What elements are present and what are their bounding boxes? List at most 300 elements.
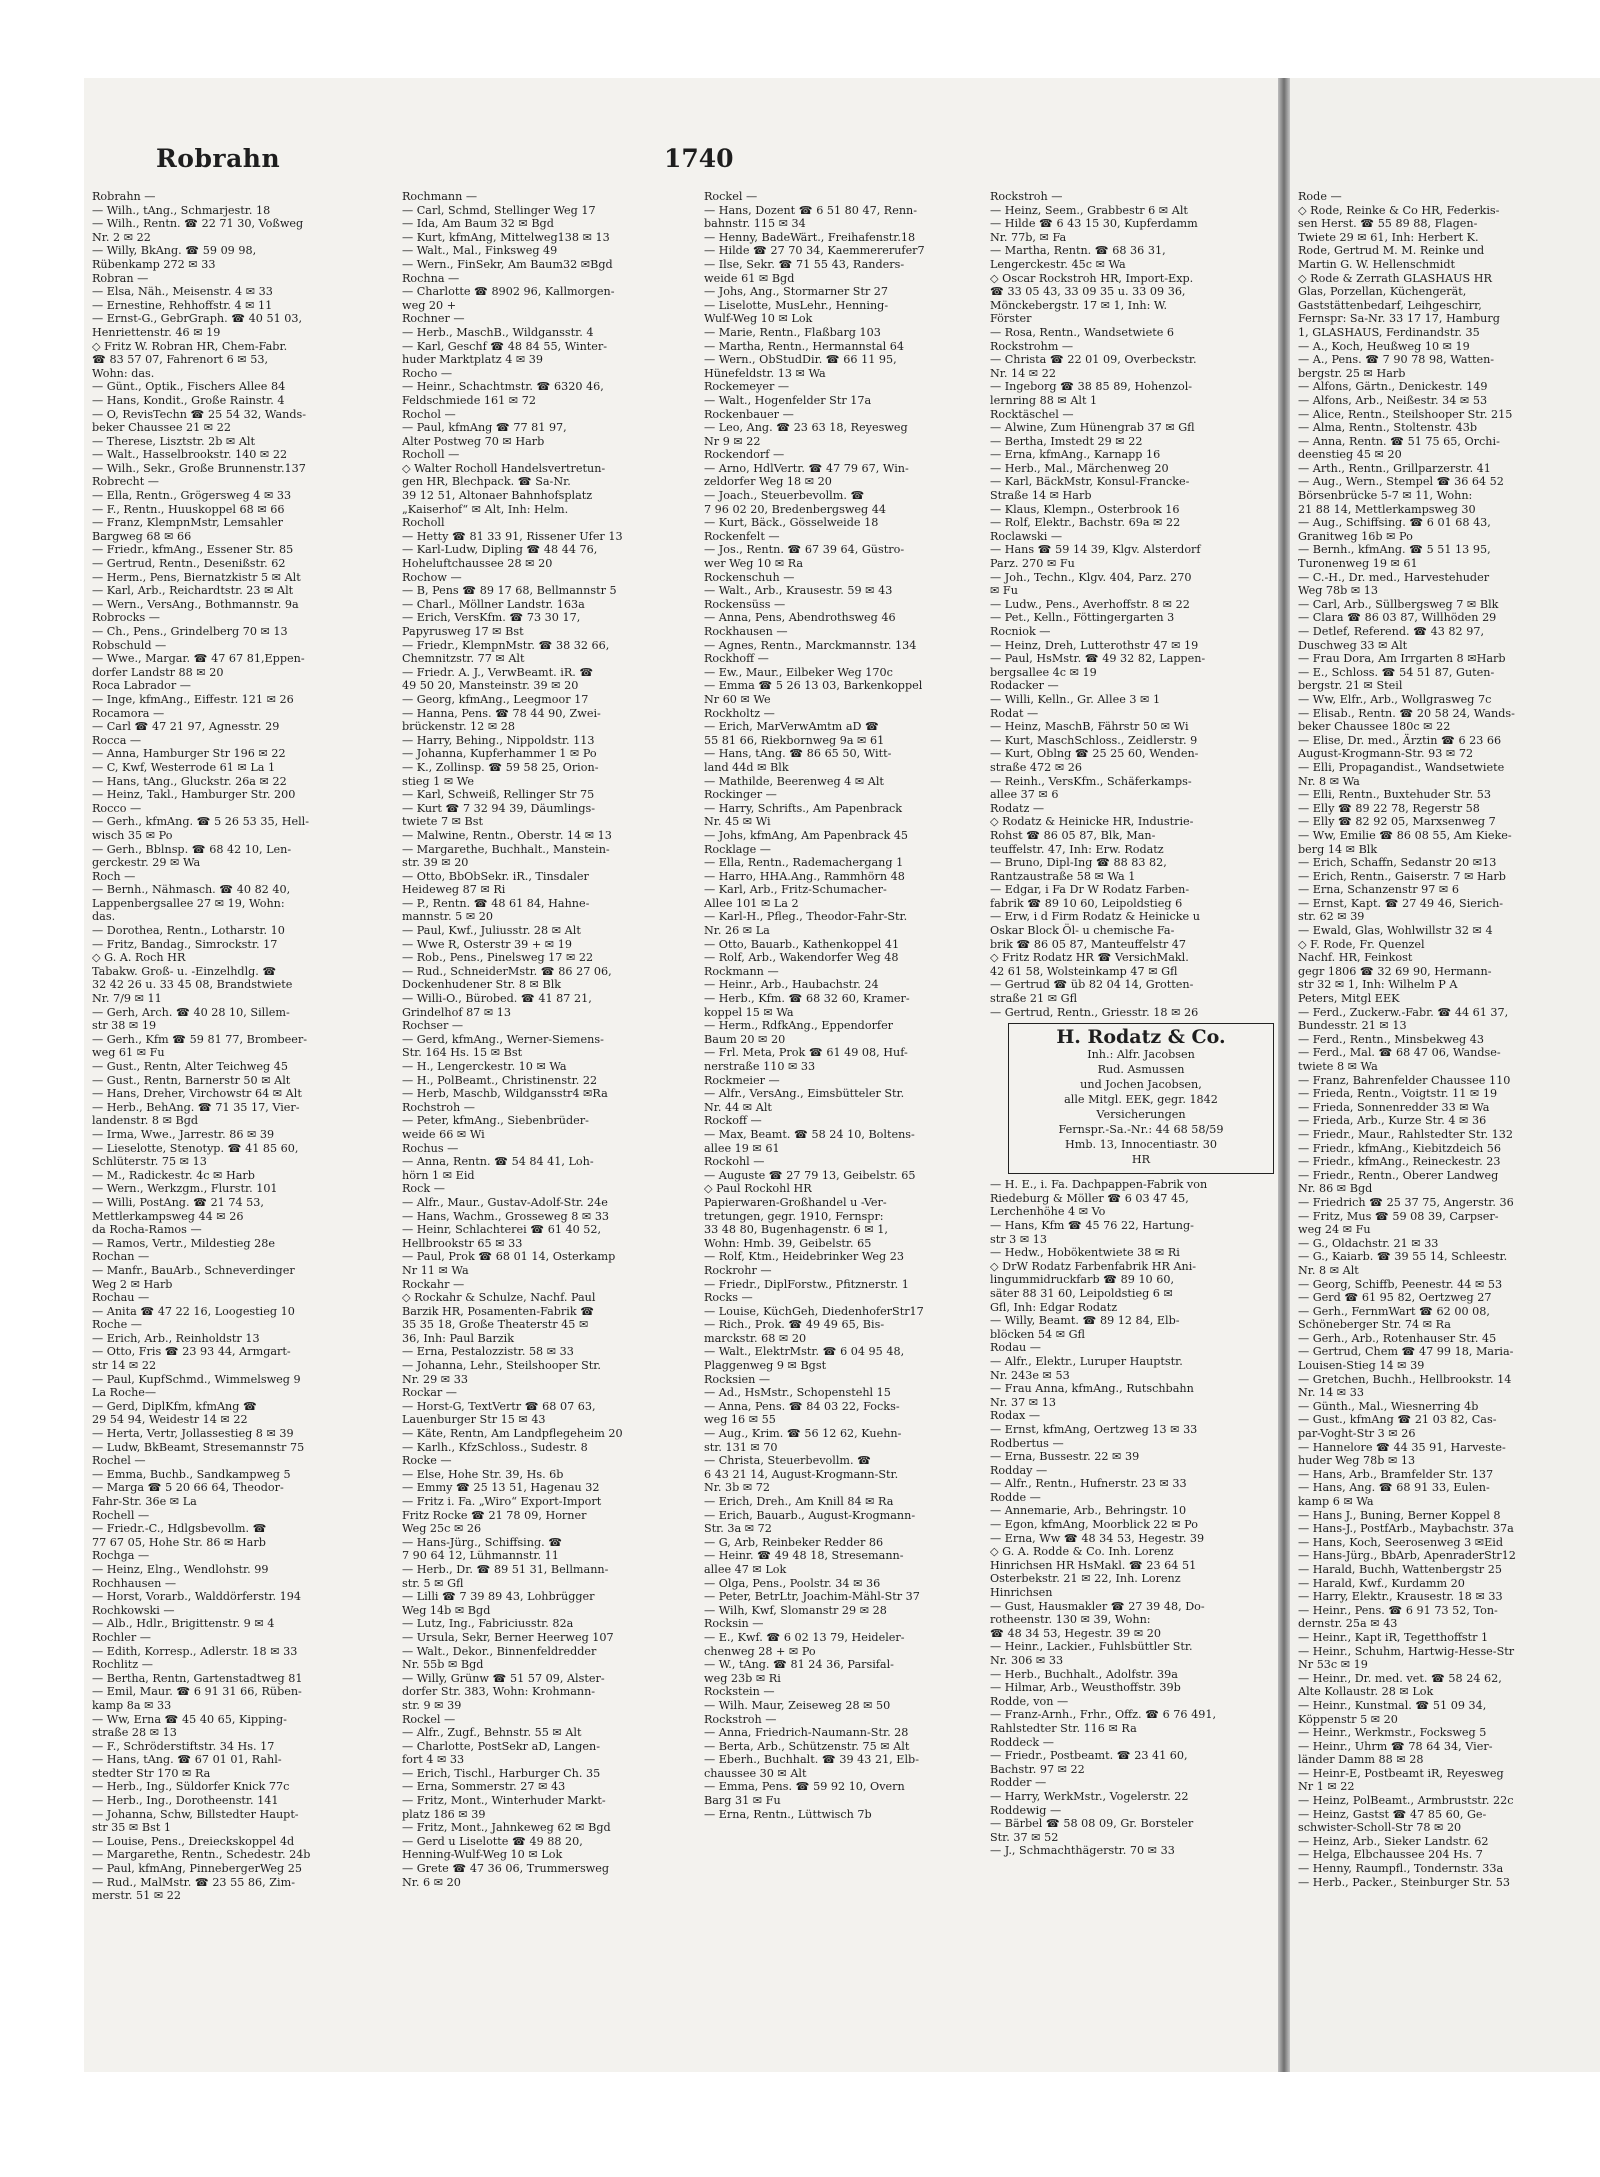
directory-entry-line: — Rolf, Arb., Wakendorfer Weg 48 bbox=[704, 951, 899, 965]
directory-entry-line: Feldschmiede 161 ✉ 72 bbox=[402, 393, 536, 407]
directory-entry-line: str 14 ✉ 22 bbox=[92, 1359, 157, 1373]
directory-entry-line: — Joach., Steuerbevollm. ☎ bbox=[704, 489, 865, 503]
directory-entry-line: Heideweg 87 ✉ Ri bbox=[402, 883, 506, 897]
directory-entry-line: — C, Kwf, Westerrode 61 ✉ La 1 bbox=[92, 760, 276, 774]
directory-entry-line: — Arno, HdlVertr. ☎ 47 79 67, Win- bbox=[704, 461, 909, 475]
directory-entry-line: — Fritz, Bandag., Simrockstr. 17 bbox=[92, 937, 278, 951]
directory-entry-line: — Anna, Pens, Abendrothsweg 46 bbox=[704, 611, 896, 625]
directory-entry-line: — Rud., SchneiderMstr. ☎ 86 27 06, bbox=[402, 964, 612, 978]
directory-entry-line: — Anna, Friedrich-Naumann-Str. 28 bbox=[704, 1726, 909, 1740]
directory-entry-line: — A., Pens. ☎ 7 90 78 98, Watten- bbox=[1298, 353, 1495, 367]
directory-entry-line: — Elsa, Näh., Meisenstr. 4 ✉ 33 bbox=[92, 285, 273, 299]
directory-entry-line: — Alfr., Rentn., Hufnerstr. 23 ✉ 33 bbox=[990, 1477, 1187, 1491]
directory-entry-line: 21 88 14, Mettlerkampsweg 30 bbox=[1298, 502, 1476, 516]
directory-entry-line: — Heinr., Schachtmstr. ☎ 6320 46, bbox=[402, 380, 604, 394]
directory-entry-line: — Elly ☎ 82 92 05, Marxsenweg 7 bbox=[1298, 815, 1496, 829]
directory-entry-line: — Willy, BkAng. ☎ 59 09 98, bbox=[92, 244, 257, 258]
directory-entry-line: Barzik HR, Posamenten-Fabrik ☎ bbox=[402, 1304, 595, 1318]
directory-entry-line: — Käte, Rentn, Am Landpflegeheim 20 bbox=[402, 1427, 623, 1441]
directory-entry-line: — Elli, Rentn., Buxtehuder Str. 53 bbox=[1298, 788, 1491, 802]
directory-entry-line: land 44d ✉ Blk bbox=[704, 760, 789, 774]
directory-entry-line: — Paul, HsMstr. ☎ 49 32 82, Lappen- bbox=[990, 652, 1206, 666]
advert-tag: HR bbox=[1131, 1153, 1151, 1167]
directory-entry-line: — Walt., ElektrMstr. ☎ 6 04 95 48, bbox=[704, 1345, 905, 1359]
directory-entry-line: merstr. 51 ✉ 22 bbox=[92, 1889, 182, 1903]
directory-entry-line: twiete 7 ✉ Bst bbox=[402, 815, 484, 829]
directory-entry-line: str 38 ✉ 19 bbox=[92, 1019, 157, 1033]
directory-entry-line: — Aug., Schiffsing. ☎ 6 01 68 43, bbox=[1298, 516, 1491, 530]
directory-entry-line: brik ☎ 86 05 87, Manteuffelstr 47 bbox=[990, 937, 1187, 951]
directory-entry-line: Rochser — bbox=[402, 1019, 464, 1033]
directory-entry-line: chaussee 30 ✉ Alt bbox=[704, 1766, 807, 1780]
directory-entry-line: Baum 20 ✉ 20 bbox=[704, 1032, 786, 1046]
left-margin bbox=[0, 0, 84, 2177]
directory-entry-line: — Aug., Wern., Stempel ☎ 36 64 52 bbox=[1298, 475, 1504, 489]
directory-entry-line: — Harry, WerkMstr., Vogelerstr. 22 bbox=[990, 1789, 1189, 1803]
directory-entry-line: — Herb., Mal., Märchenweg 20 bbox=[990, 461, 1169, 475]
directory-entry-line: — Hans, Wachm., Grosseweg 8 ✉ 33 bbox=[402, 1209, 610, 1223]
directory-entry-line: kamp 8a ✉ 33 bbox=[92, 1698, 172, 1712]
directory-entry-line: — Gerh., Arb., Rotenhauser Str. 45 bbox=[1298, 1331, 1497, 1345]
directory-entry-line: str. 62 ✉ 39 bbox=[1298, 910, 1365, 924]
directory-entry-line: — Hans ☎ 59 14 39, Klgv. Alsterdorf bbox=[990, 543, 1201, 557]
directory-entry-line: — Walt., Mal., Finksweg 49 bbox=[402, 244, 558, 258]
directory-entry-line: Rocniok — bbox=[990, 625, 1051, 638]
directory-entry-line: Str. 37 ✉ 52 bbox=[990, 1830, 1059, 1844]
directory-entry-line: — Louise, KüchGeh, DiedenhoferStr17 bbox=[704, 1304, 924, 1318]
directory-entry-line: — Charlotte, PostSekr aD, Langen- bbox=[402, 1739, 601, 1753]
directory-entry-line: — Lutz, Ing., Fabriciusstr. 82a bbox=[402, 1617, 574, 1631]
directory-entry-line: — Herb., Dr. ☎ 89 51 31, Bellmann- bbox=[402, 1562, 609, 1576]
directory-entry-line: Nr. 2 ✉ 22 bbox=[92, 230, 151, 244]
directory-entry-line: — Friedr., kfmAng., Essener Str. 85 bbox=[92, 543, 294, 557]
directory-entry-line: — Franz, Bahrenfelder Chaussee 110 bbox=[1298, 1073, 1511, 1087]
directory-entry-line: — Emil, Maur. ☎ 6 91 31 66, Rüben- bbox=[92, 1685, 302, 1699]
directory-entry-line: Weg 2 ✉ Harb bbox=[92, 1277, 173, 1291]
directory-entry-line: — Ewald, Glas, Wohlwillstr 32 ✉ 4 bbox=[1298, 924, 1493, 938]
directory-entry-line: Köppenstr 5 ✉ 20 bbox=[1298, 1712, 1398, 1726]
directory-entry-line: 6 43 21 14, August-Krogmann-Str. bbox=[704, 1467, 899, 1481]
directory-entry-line: — O, RevisTechn ☎ 25 54 32, Wands- bbox=[92, 407, 307, 421]
directory-entry-line: — Hans, Dozent ☎ 6 51 80 47, Renn- bbox=[704, 203, 918, 217]
directory-entry-line: Rodday — bbox=[990, 1463, 1048, 1477]
directory-entry-line: — Ella, Rentn., Grögersweg 4 ✉ 33 bbox=[92, 489, 292, 503]
directory-entry-line: — Hans-J., PostfArb., Maybachstr. 37a bbox=[1298, 1522, 1514, 1536]
directory-entry-line: — Marga ☎ 5 20 66 64, Theodor- bbox=[92, 1481, 284, 1495]
directory-entry-line: — H., Lengerckestr. 10 ✉ Wa bbox=[402, 1060, 567, 1073]
directory-entry-line: Rochler — bbox=[92, 1630, 151, 1644]
directory-entry-line: — Erna, kfmAng., Karnapp 16 bbox=[990, 448, 1161, 462]
directory-entry-line: — Friedr., KlempnMstr. ☎ 38 32 66, bbox=[402, 638, 610, 652]
directory-entry-line: Rochhausen — bbox=[92, 1576, 177, 1590]
directory-entry-line: — Paul, KupfSchmd., Wimmelsweg 9 bbox=[92, 1372, 301, 1386]
directory-entry-line: — Heinz, Dreh, Lutterothstr 47 ✉ 19 bbox=[990, 638, 1199, 652]
directory-entry-line: — Erna, Sommerstr. 27 ✉ 43 bbox=[402, 1780, 566, 1794]
directory-entry-line: — Hans-Jürg., BbArb, ApenraderStr12 bbox=[1298, 1549, 1516, 1563]
directory-entry-line: deenstieg 45 ✉ 20 bbox=[1298, 448, 1402, 462]
directory-entry-line: Lengerckestr. 45c ✉ Wa bbox=[990, 257, 1126, 271]
running-head-name: Robrahn bbox=[156, 144, 281, 173]
directory-entry-line: Str. 3a ✉ 72 bbox=[704, 1522, 772, 1536]
directory-entry-line: — Heinz, Elng., Wendlohstr. 99 bbox=[92, 1562, 269, 1576]
directory-entry-line: brückenstr. 12 ✉ 28 bbox=[402, 720, 516, 734]
directory-entry-line: Rochlitz — bbox=[92, 1658, 153, 1672]
directory-entry-line: Rantzaustraße 58 ✉ Wa 1 bbox=[990, 869, 1136, 883]
directory-entry-line: Schöneberger Str. 74 ✉ Ra bbox=[1298, 1318, 1451, 1332]
directory-entry-line: Rübenkamp 272 ✉ 33 bbox=[92, 257, 216, 271]
directory-entry-line: Rockel — bbox=[704, 190, 758, 203]
directory-entry-line: Rodacker — bbox=[990, 679, 1059, 693]
directory-entry-line: — Bertha, Rentn, Gartenstadtweg 81 bbox=[92, 1671, 303, 1685]
directory-entry-line: — Harry, Elektr., Krausestr. 18 ✉ 33 bbox=[1298, 1590, 1503, 1604]
directory-entry-line: gerckestr. 29 ✉ Wa bbox=[92, 856, 201, 870]
directory-entry-line: — Carl, Schmd, Stellinger Weg 17 bbox=[402, 203, 596, 217]
directory-entry-line: — Willi-O., Bürobed. ☎ 41 87 21, bbox=[402, 992, 592, 1006]
directory-column-1 bbox=[92, 190, 392, 1903]
directory-entry-line: — Ch., Pens., Grindelberg 70 ✉ 13 bbox=[92, 625, 288, 638]
directory-entry-line: — Erich, VersKfm. ☎ 73 30 17, bbox=[402, 611, 581, 625]
directory-entry-line: — Lieselotte, Stenotyp. ☎ 41 85 60, bbox=[92, 1141, 299, 1155]
directory-entry-line: — Heinr., Uhrm ☎ 78 64 34, Vier- bbox=[1298, 1739, 1493, 1753]
directory-entry-line: schwister-Scholl-Str 78 ✉ 20 bbox=[1298, 1821, 1462, 1835]
directory-entry-line: — W., tAng. ☎ 81 24 36, Parsifal- bbox=[704, 1658, 894, 1672]
directory-entry-line: allee 19 ✉ 61 bbox=[704, 1141, 780, 1155]
directory-entry-line: — A., Koch, Heußweg 10 ✉ 19 bbox=[1298, 339, 1470, 353]
directory-entry-line: huder Weg 78b ✉ 13 bbox=[1298, 1454, 1416, 1468]
column-4-entries bbox=[990, 190, 1274, 1019]
directory-entry-line: Rocco — bbox=[92, 801, 142, 815]
directory-entry-line: Robran — bbox=[92, 271, 149, 285]
directory-entry-line: allee 37 ✉ 6 bbox=[990, 788, 1059, 802]
directory-entry-line: — Erna, Bussestr. 22 ✉ 39 bbox=[990, 1450, 1140, 1464]
directory-entry-line: — Walt., Dekor., Binnenfeldredder bbox=[402, 1644, 597, 1658]
advert-company-name: H. Rodatz & Co. bbox=[1056, 1026, 1226, 1049]
directory-entry-line: 39 12 51, Altonaer Bahnhofsplatz bbox=[402, 489, 593, 503]
directory-entry-line: — Ursula, Sekr, Berner Heerweg 107 bbox=[402, 1630, 614, 1644]
directory-entry-line: — Heinz, PolBeamt., Armbruststr. 22c bbox=[1298, 1794, 1514, 1808]
directory-entry-line: Lerchenhöhe 4 ✉ Vo bbox=[990, 1205, 1106, 1219]
directory-entry-line: Rochstroh — bbox=[402, 1100, 475, 1114]
directory-entry-line: Roddeck — bbox=[990, 1735, 1054, 1749]
directory-entry-line: — Heinz, Arb., Sieker Landstr. 62 bbox=[1298, 1834, 1489, 1848]
directory-entry-line: länder Damm 88 ✉ 28 bbox=[1298, 1753, 1424, 1767]
directory-entry-line: — P., Rentn. ☎ 48 61 84, Hahne- bbox=[402, 896, 590, 910]
directory-entry-line: — Hedw., Hobökentwiete 38 ✉ Ri bbox=[990, 1246, 1180, 1260]
directory-entry-line: — Hanna, Pens. ☎ 78 44 90, Zwei- bbox=[402, 706, 601, 720]
directory-entry-line: — Alfr., Elektr., Luruper Hauptstr. bbox=[990, 1354, 1183, 1368]
directory-entry-line: — Ernst-G., GebrGraph. ☎ 40 51 03, bbox=[92, 312, 303, 326]
advert-line: und Jochen Jacobsen, bbox=[1080, 1078, 1202, 1092]
directory-entry-line: — Ludw., Pens., Averhoffstr. 8 ✉ 22 bbox=[990, 597, 1190, 611]
directory-entry-line: Rockmeier — bbox=[704, 1073, 780, 1087]
directory-entry-line: — Detlef, Referend. ☎ 43 82 97, bbox=[1298, 625, 1485, 638]
directory-entry-line: Rochell — bbox=[92, 1508, 150, 1522]
directory-entry-line: Nr. 7/9 ✉ 11 bbox=[92, 992, 162, 1006]
directory-entry-line: Tabakw. Groß- u. -Einzelhdlg. ☎ bbox=[92, 964, 277, 978]
directory-entry-line: Granitweg 16b ✉ Po bbox=[1298, 529, 1413, 543]
directory-entry-line: Robrocks — bbox=[92, 611, 160, 625]
directory-entry-line: — Erich, Tischl., Harburger Ch. 35 bbox=[402, 1766, 601, 1780]
directory-entry-line: beker Chaussee 180c ✉ 22 bbox=[1298, 720, 1451, 734]
directory-entry-line: — G, Arb, Reinbeker Redder 86 bbox=[704, 1535, 884, 1549]
directory-entry-line: fort 4 ✉ 33 bbox=[402, 1753, 465, 1767]
directory-entry-line: Nr 60 ✉ We bbox=[704, 692, 771, 706]
directory-entry-line: — Heinr., Kunstmal. ☎ 51 09 34, bbox=[1298, 1698, 1487, 1712]
directory-entry-line: Rochus — bbox=[402, 1141, 459, 1155]
directory-entry-line: Rode, Gertrud M. M. Reinke und bbox=[1298, 244, 1485, 258]
directory-entry-line: Rodde, von — bbox=[990, 1694, 1069, 1708]
directory-entry-line: — Johanna, Kupferhammer 1 ✉ Po bbox=[402, 747, 597, 761]
directory-entry-line: Nr 1 ✉ 22 bbox=[1298, 1780, 1355, 1794]
directory-entry-line: — K., Zollinsp. ☎ 59 58 25, Orion- bbox=[402, 760, 599, 774]
directory-entry-line: Plaggenweg 9 ✉ Bgst bbox=[704, 1359, 827, 1373]
directory-entry-line: — Ew., Maur., Eilbeker Weg 170c bbox=[704, 665, 893, 679]
directory-entry-line: — Heinr-E, Postbeamt iR, Reyesweg bbox=[1298, 1766, 1504, 1780]
directory-entry-line: — Erich, Rentn., Gaiserstr. 7 ✉ Harb bbox=[1298, 869, 1506, 883]
directory-entry-line: — Frieda, Arb., Kurze Str. 4 ✉ 36 bbox=[1298, 1114, 1487, 1128]
directory-entry-line: Hellbrookstr 65 ✉ 33 bbox=[402, 1236, 523, 1250]
directory-entry-line: — Rich., Prok. ☎ 49 49 65, Bis- bbox=[704, 1318, 885, 1332]
directory-entry-line: Roch — bbox=[92, 869, 136, 883]
directory-entry-line: Rochkowski — bbox=[92, 1603, 175, 1617]
directory-entry-line: — Ferd., Rentn., Minsbekweg 43 bbox=[1298, 1032, 1485, 1046]
directory-entry-line: — Clara ☎ 86 03 87, Willhöden 29 bbox=[1298, 611, 1497, 625]
directory-entry-line: — Herb., Ing., Süldorfer Knick 77c bbox=[92, 1780, 290, 1794]
directory-entry-line: Rockstein — bbox=[704, 1685, 775, 1699]
directory-entry-line: Rockstrohm — bbox=[990, 339, 1074, 353]
directory-entry-line: Str. 164 Hs. 15 ✉ Bst bbox=[402, 1046, 523, 1060]
directory-entry-line: — Heinz, Gastst ☎ 47 85 60, Ge- bbox=[1298, 1807, 1487, 1821]
directory-entry-line: teuffelstr. 47, Inh: Erw. Rodatz bbox=[990, 842, 1164, 856]
directory-entry-line: — Ernst, Kapt. ☎ 27 49 46, Sierich- bbox=[1298, 896, 1504, 910]
directory-entry-line: — Emma, Buchb., Sandkampweg 5 bbox=[92, 1467, 291, 1481]
directory-entry-line: — Rosa, Rentn., Wandsetwiete 6 bbox=[990, 325, 1175, 339]
directory-entry-line: — Rolf, Ktm., Heidebrinker Weg 23 bbox=[704, 1250, 904, 1264]
directory-entry-line: — Friedr., Maur., Rahlstedter Str. 132 bbox=[1298, 1127, 1514, 1141]
directory-entry-line: ◇ Paul Rockohl HR bbox=[704, 1182, 812, 1196]
directory-entry-line: Nr. 55b ✉ Bgd bbox=[402, 1658, 484, 1672]
directory-entry-line: da Rocha-Ramos — bbox=[92, 1223, 202, 1237]
directory-entry-line: ◇ G. A. Rodde & Co. Inh. Lorenz bbox=[990, 1545, 1174, 1559]
directory-entry-line: — Herb., Packer., Steinburger Str. 53 bbox=[1298, 1875, 1511, 1889]
advert-line: Inh.: Alfr. Jacobsen bbox=[1087, 1048, 1195, 1062]
directory-entry-line: — Paul, Prok ☎ 68 01 14, Osterkamp bbox=[402, 1250, 616, 1264]
directory-entry-line: Rockoff — bbox=[704, 1114, 762, 1128]
directory-entry-line: — Heinr., Arb., Haubachstr. 24 bbox=[704, 978, 879, 992]
directory-entry-line: — E., Kwf. ☎ 6 02 13 79, Heideler- bbox=[704, 1630, 905, 1644]
directory-entry-line: — Ilse, Sekr. ☎ 71 55 43, Randers- bbox=[704, 257, 905, 271]
directory-entry-line: Rodau — bbox=[990, 1341, 1041, 1355]
directory-entry-line: — Herb., MaschB., Wildgansstr. 4 bbox=[402, 325, 594, 339]
directory-entry-line: Rockenschuh — bbox=[704, 570, 795, 584]
directory-entry-line: allee 47 ✉ Lok bbox=[704, 1562, 787, 1576]
directory-entry-line: — H., PolBeamt., Christinenstr. 22 bbox=[402, 1073, 598, 1087]
directory-entry-line: — Hans, tAng., Gluckstr. 26a ✉ 22 bbox=[92, 774, 287, 788]
column-4-entries-after-advert bbox=[990, 1178, 1274, 1858]
directory-entry-line: — Wilh. Maur, Zeiseweg 28 ✉ 50 bbox=[704, 1698, 891, 1712]
facing-page-column bbox=[1298, 190, 1594, 1889]
directory-entry-line: — Friedr. A. J., VerwBeamt. iR. ☎ bbox=[402, 665, 594, 679]
directory-entry-line: 1, GLASHAUS, Ferdinandstr. 35 bbox=[1298, 325, 1480, 339]
directory-entry-line: — Agnes, Rentn., Marckmannstr. 134 bbox=[704, 638, 917, 652]
directory-entry-line: Duschweg 33 ✉ Alt bbox=[1298, 638, 1408, 652]
directory-entry-line: Rocamora — bbox=[92, 706, 165, 720]
page-header bbox=[84, 144, 1278, 176]
directory-entry-line: Robschuld — bbox=[92, 638, 167, 652]
directory-entry-line: — Hannelore ☎ 44 35 91, Harveste- bbox=[1298, 1440, 1506, 1454]
page-number: 1740 bbox=[664, 144, 734, 173]
directory-entry-line: 32 42 26 u. 33 45 08, Brandstwiete bbox=[92, 978, 293, 992]
directory-entry-line: — Emma, Pens. ☎ 59 92 10, Overn bbox=[704, 1780, 905, 1794]
directory-entry-line: Rocklage — bbox=[704, 842, 771, 856]
directory-entry-line: Nr. 306 ✉ 33 bbox=[990, 1654, 1064, 1667]
directory-entry-line: dorfer Str. 383, Wohn: Krohmann- bbox=[402, 1685, 596, 1699]
directory-entry-line: blöcken 54 ✉ Gfl bbox=[990, 1327, 1086, 1341]
directory-entry-line: Fritz Rocke ☎ 21 78 09, Horner bbox=[402, 1508, 587, 1522]
directory-entry-line: — Friedr., Rentn., Oberer Landweg bbox=[1298, 1168, 1499, 1182]
directory-entry-line: ☎ 83 57 07, Fahrenort 6 ✉ 53, bbox=[92, 353, 269, 367]
directory-entry-line: 7 90 64 12, Lühmannstr. 11 bbox=[402, 1549, 559, 1563]
directory-entry-line: August-Krogmann-Str. 93 ✉ 72 bbox=[1298, 747, 1474, 761]
directory-entry-line: — Alfr., Maur., Gustav-Adolf-Str. 24e bbox=[402, 1195, 608, 1209]
directory-entry-line: — Leo, Ang. ☎ 23 63 18, Reyesweg bbox=[704, 421, 908, 435]
directory-entry-line: — Ernestine, Rehhoffstr. 4 ✉ 11 bbox=[92, 298, 273, 312]
directory-entry-line: — Margarethe, Buchhalt., Manstein- bbox=[402, 842, 610, 856]
directory-entry-line: — Gertrud ☎ üb 82 04 14, Grotten- bbox=[990, 978, 1194, 992]
directory-entry-line: — Alfons, Gärtn., Denickestr. 149 bbox=[1298, 380, 1488, 394]
directory-entry-line: — Elly ☎ 89 22 78, Regerstr 58 bbox=[1298, 801, 1480, 815]
directory-entry-line: — Hans, tAng. ☎ 86 65 50, Witt- bbox=[704, 747, 892, 761]
directory-entry-line: gen HR, Blechpack. ☎ Sa-Nr. bbox=[402, 475, 571, 489]
directory-entry-line: Rockhoff — bbox=[704, 652, 769, 666]
directory-entry-line: — Lilli ☎ 7 39 89 43, Lohbrügger bbox=[402, 1590, 595, 1604]
directory-entry-line: — Paul, kfmAng, PinnebergerWeg 25 bbox=[92, 1862, 302, 1876]
directory-entry-line: — Harald, Kwf., Kurdamm 20 bbox=[1298, 1576, 1465, 1590]
directory-entry-line: — Peter, BetrLtr, Joachim-Mähl-Str 37 bbox=[704, 1590, 920, 1604]
directory-entry-line: 49 50 20, Mansteinstr. 39 ✉ 20 bbox=[402, 679, 579, 693]
directory-entry-line: — Wern., Werkzgm., Flurstr. 101 bbox=[92, 1182, 278, 1196]
directory-entry-line: Rockstroh — bbox=[704, 1712, 777, 1726]
directory-entry-line: stieg 1 ✉ We bbox=[402, 774, 474, 788]
directory-entry-line: — Hans J., Buning, Berner Koppel 8 bbox=[1298, 1508, 1501, 1522]
directory-entry-line: platz 186 ✉ 39 bbox=[402, 1807, 486, 1821]
directory-entry-line: — Karlh., KfzSchloss., Sudestr. 8 bbox=[402, 1440, 588, 1454]
directory-entry-line: — Auguste ☎ 27 79 13, Geibelstr. 65 bbox=[704, 1168, 916, 1182]
directory-entry-line: Turonenweg 19 ✉ 61 bbox=[1298, 557, 1418, 571]
directory-entry-line: — Wilh, Kwf, Slomanstr 29 ✉ 28 bbox=[704, 1603, 887, 1617]
directory-entry-line: — Louise, Pens., Dreieckskoppel 4d bbox=[92, 1834, 295, 1848]
directory-entry-line: — E., Schloss. ☎ 54 51 87, Guten- bbox=[1298, 665, 1495, 679]
directory-entry-line: Dockenhudener Str. 8 ✉ Blk bbox=[402, 978, 562, 992]
directory-entry-line: — Karl, Arb., Reichardtstr. 23 ✉ Alt bbox=[92, 584, 294, 598]
directory-entry-line: — Martha, Rentn. ☎ 68 36 31, bbox=[990, 244, 1166, 258]
directory-entry-line: — Hans-Jürg., Schiffsing. ☎ bbox=[402, 1535, 563, 1549]
directory-entry-line: str. 131 ✉ 70 bbox=[704, 1440, 778, 1454]
directory-entry-line: — Hans, Ang. ☎ 68 91 33, Eulen- bbox=[1298, 1481, 1490, 1495]
directory-entry-line: — Else, Hohe Str. 39, Hs. 6b bbox=[402, 1467, 564, 1481]
directory-entry-line: Parz. 270 ✉ Fu bbox=[990, 557, 1075, 571]
directory-entry-line: ◇ Rockahr & Schulze, Nachf. Paul bbox=[402, 1291, 596, 1305]
directory-entry-line: — Harro, HHA.Ang., Rammhörn 48 bbox=[704, 869, 905, 883]
directory-entry-line: tretungen, gegr. 1910, Fernspr: bbox=[704, 1209, 884, 1223]
directory-entry-line: — Rob., Pens., Pinelsweg 17 ✉ 22 bbox=[402, 951, 594, 965]
directory-entry-line: — G., Kaiarb. ☎ 39 55 14, Schleestr. bbox=[1298, 1250, 1508, 1264]
directory-entry-line: Nr 9 ✉ 22 bbox=[704, 434, 761, 448]
directory-entry-line: — Ad., HsMstr., Schopenstehl 15 bbox=[704, 1386, 891, 1400]
directory-entry-line: — Karl-Ludw, Dipling ☎ 48 44 76, bbox=[402, 543, 598, 557]
directory-entry-line: Rocke — bbox=[402, 1454, 452, 1468]
directory-entry-line: Nachf. HR, Feinkost bbox=[1298, 951, 1413, 965]
directory-entry-line: — Hans, Dreher, Virchowstr 64 ✉ Alt bbox=[92, 1087, 302, 1101]
directory-entry-line: Wohn: das. bbox=[92, 366, 155, 380]
directory-entry-line: — Anna, Pens. ☎ 84 03 22, Focks- bbox=[704, 1399, 900, 1413]
directory-entry-line: Robrecht — bbox=[92, 475, 159, 489]
directory-entry-line: Rodder — bbox=[990, 1776, 1047, 1790]
directory-entry-line: — Heinz, Takl., Hamburger Str. 200 bbox=[92, 788, 296, 802]
directory-entry-line: — Günth., Mal., Wiesnerring 4b bbox=[1298, 1399, 1479, 1413]
directory-entry-line: — B, Pens ☎ 89 17 68, Bellmannstr 5 bbox=[402, 584, 617, 598]
directory-entry-line: — Herb, Maschb, Wildgansstr4 ✉Ra bbox=[402, 1087, 608, 1101]
advert-lines bbox=[1013, 1047, 1269, 1167]
directory-entry-line: 77 67 05, Hohe Str. 86 ✉ Harb bbox=[92, 1535, 266, 1549]
directory-entry-line: — F., Rentn., Huuskoppel 68 ✉ 66 bbox=[92, 502, 285, 516]
directory-entry-line: — Egon, kfmAng, Moorblick 22 ✉ Po bbox=[990, 1518, 1198, 1532]
directory-entry-line: — Alma, Rentn., Stoltenstr. 43b bbox=[1298, 421, 1478, 435]
directory-entry-line: — Heinr., Werkmstr., Focksweg 5 bbox=[1298, 1726, 1487, 1740]
directory-entry-line: Rockholtz — bbox=[704, 706, 775, 720]
directory-entry-line: — C.-H., Dr. med., Harvestehuder bbox=[1298, 570, 1490, 584]
advert-line: Hmb. 13, Innocentiastr. 30 bbox=[1064, 1138, 1218, 1152]
directory-entry-line: mannstr. 5 ✉ 20 bbox=[402, 910, 493, 924]
directory-entry-line: — Annemarie, Arb., Behringstr. 10 bbox=[990, 1504, 1187, 1518]
directory-entry-line: dernstr. 25a ✉ 43 bbox=[1298, 1617, 1398, 1631]
directory-entry-line: Nr. 8 ✉ Wa bbox=[1298, 774, 1360, 788]
directory-entry-line: Nr. 14 ✉ 22 bbox=[990, 366, 1056, 380]
directory-entry-line: Rode — bbox=[1298, 190, 1342, 203]
directory-entry-line: — Horst, Vorarb., Walddörferstr. 194 bbox=[92, 1590, 302, 1604]
directory-entry-line: — Heinz, Seem., Grabbestr 6 ✉ Alt bbox=[990, 203, 1188, 217]
directory-entry-line: — F., Schröderstiftstr. 34 Hs. 17 bbox=[92, 1739, 275, 1753]
directory-entry-line: Rockahr — bbox=[402, 1277, 465, 1291]
directory-entry-line: Alter Postweg 70 ✉ Harb bbox=[402, 434, 545, 448]
directory-entry-line: — Friedr., kfmAng., Reineckestr. 23 bbox=[1298, 1155, 1501, 1169]
directory-entry-line: Rodbertus — bbox=[990, 1436, 1064, 1450]
directory-entry-line: — Frau Anna, kfmAng., Rutschbahn bbox=[990, 1382, 1194, 1396]
directory-entry-line: Osterbekstr. 21 ✉ 22, Inh. Lorenz bbox=[990, 1572, 1181, 1586]
directory-entry-line: Rocksien — bbox=[704, 1372, 771, 1386]
directory-entry-line: — Bernh., kfmAng. ☎ 5 51 13 95, bbox=[1298, 543, 1491, 557]
directory-entry-line: Bachstr. 97 ✉ 22 bbox=[990, 1762, 1085, 1776]
directory-entry-line: — Elise, Dr. med., Ärztin ☎ 6 23 66 bbox=[1298, 733, 1502, 747]
directory-entry-line: Weg 14b ✉ Bgd bbox=[402, 1603, 491, 1617]
directory-entry-line: Bundesstr. 21 ✉ 13 bbox=[1298, 1019, 1407, 1033]
directory-entry-line: Papierwaren-Großhandel u -Ver- bbox=[704, 1195, 887, 1209]
directory-entry-line: — Emma ☎ 5 26 13 03, Barkenkoppel bbox=[704, 679, 923, 693]
directory-entry-line: ◇ Fritz Rodatz HR ☎ VersichMakl. bbox=[990, 951, 1189, 965]
directory-entry-line: Nr 11 ✉ Wa bbox=[402, 1263, 469, 1277]
directory-entry-line: — Herb., Kfm. ☎ 68 32 60, Kramer- bbox=[704, 992, 910, 1006]
directory-entry-line: landenstr. 8 ✉ Bgd bbox=[92, 1114, 199, 1128]
directory-entry-line: — Alb., Hdlr., Brigittenstr. 9 ✉ 4 bbox=[92, 1617, 275, 1631]
directory-entry-line: — Dorothea, Rentn., Lotharstr. 10 bbox=[92, 924, 285, 938]
advert-line: Fernspr.-Sa.-Nr.: 44 68 58/59 bbox=[1058, 1123, 1224, 1137]
directory-entry-line: ◇ Rodatz & Heinicke HR, Industrie- bbox=[990, 815, 1194, 829]
directory-entry-line: — Anna, Rentn. ☎ 54 84 41, Loh- bbox=[402, 1155, 594, 1169]
directory-entry-line: — Max, Beamt. ☎ 58 24 10, Boltens- bbox=[704, 1127, 915, 1141]
directory-entry-line: — Karl, Geschf ☎ 48 84 55, Winter- bbox=[402, 339, 608, 353]
directory-entry-line: — Erich, Schaffn, Sedanstr 20 ✉13 bbox=[1298, 856, 1497, 870]
directory-entry-line: 33 48 80, Bugenhagenstr. 6 ✉ 1, bbox=[704, 1223, 888, 1237]
